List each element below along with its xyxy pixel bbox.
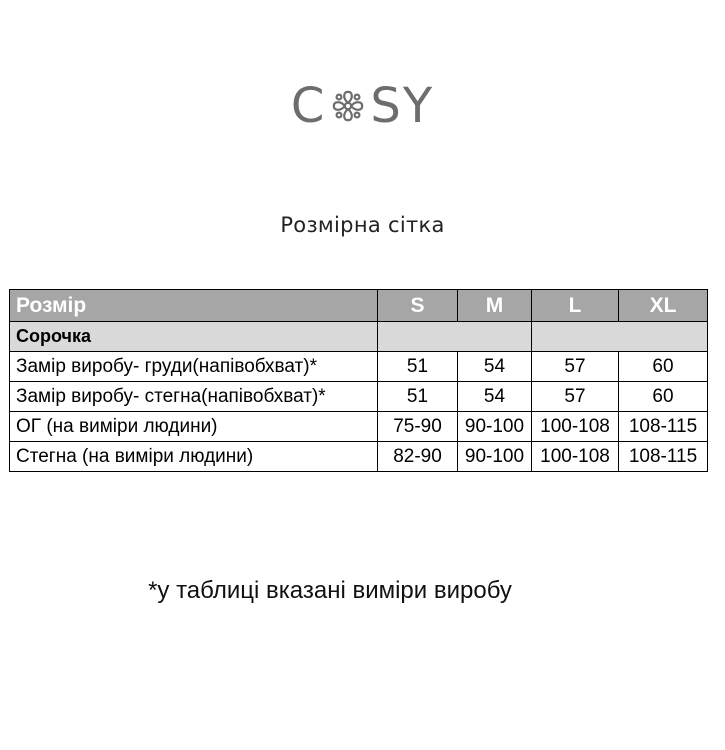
section-label: Сорочка bbox=[10, 322, 378, 352]
footnote: *у таблиці вказані виміри виробу bbox=[148, 577, 512, 604]
table-section-row bbox=[10, 322, 708, 352]
cell-xl: 108-115 bbox=[619, 412, 708, 442]
cell-l: 57 bbox=[532, 352, 619, 382]
table-row bbox=[10, 442, 708, 472]
section-blank-cell bbox=[378, 322, 532, 352]
cell-l: 100-108 bbox=[532, 412, 619, 442]
cell-m: 54 bbox=[458, 352, 532, 382]
table-row bbox=[10, 382, 708, 412]
header-size-xl: XL bbox=[619, 290, 708, 322]
cell-s: 75-90 bbox=[378, 412, 458, 442]
cell-l: 57 bbox=[532, 382, 619, 412]
cell-m: 54 bbox=[458, 382, 532, 412]
page-subtitle: Розмірна сітка bbox=[280, 213, 445, 237]
header-size-l: L bbox=[532, 290, 619, 322]
row-label: Замір виробу- стегна(напівобхват)* bbox=[10, 382, 378, 412]
header-size-label: Розмір bbox=[10, 290, 378, 322]
cell-xl: 108-115 bbox=[619, 442, 708, 472]
cell-xl: 60 bbox=[619, 352, 708, 382]
row-label: Стегна (на виміри людини) bbox=[10, 442, 378, 472]
table-row bbox=[10, 352, 708, 382]
table-row bbox=[10, 412, 708, 442]
cell-l: 100-108 bbox=[532, 442, 619, 472]
cell-s: 82-90 bbox=[378, 442, 458, 472]
section-blank-cell bbox=[532, 322, 708, 352]
size-chart-table bbox=[9, 289, 708, 472]
table-header-row bbox=[10, 290, 708, 322]
row-label: ОГ (на виміри людини) bbox=[10, 412, 378, 442]
logo-letter-c: C bbox=[290, 78, 327, 134]
header-size-s: S bbox=[378, 290, 458, 322]
cell-s: 51 bbox=[378, 382, 458, 412]
row-label: Замір виробу- груди(напівобхват)* bbox=[10, 352, 378, 382]
cell-m: 90-100 bbox=[458, 442, 532, 472]
cell-s: 51 bbox=[378, 352, 458, 382]
logo-letters-sy: SY bbox=[370, 78, 435, 134]
cell-xl: 60 bbox=[619, 382, 708, 412]
cell-m: 90-100 bbox=[458, 412, 532, 442]
brand-logo bbox=[0, 78, 725, 134]
flower-ornament-icon bbox=[328, 86, 368, 126]
header-size-m: M bbox=[458, 290, 532, 322]
